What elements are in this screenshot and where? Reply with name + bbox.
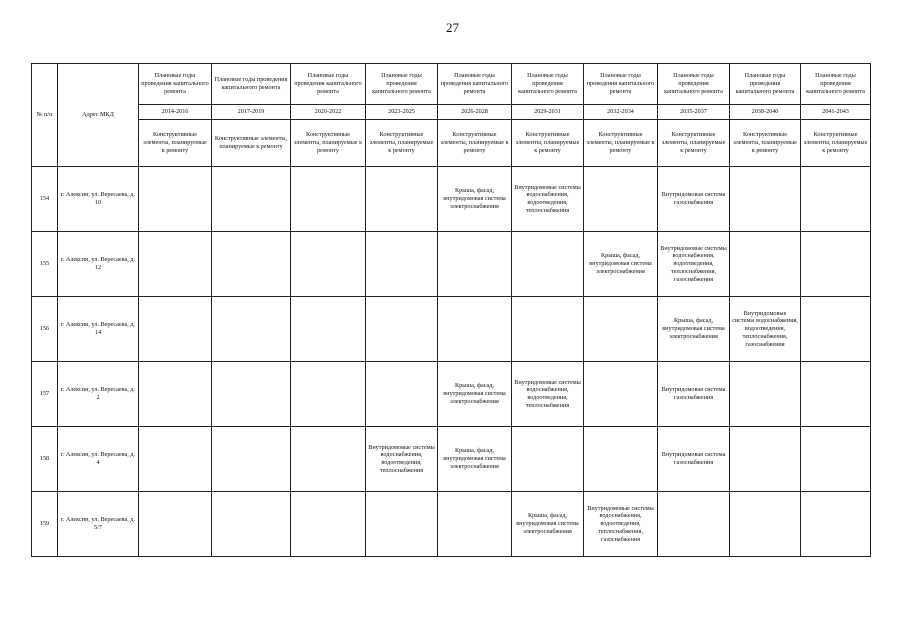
repair-elements-cell: Внутридомовые системы водоснабжения, водоотведения, теплоснабжения: [512, 362, 584, 427]
header-num: № п/п: [32, 64, 58, 167]
header-years: 2014-2016: [139, 105, 212, 120]
header-elements: Конструктивные элементы, планируемые к ремонту: [438, 120, 512, 167]
header-elements: Конструктивные элементы, планируемые к ремонту: [658, 120, 730, 167]
repair-elements-cell: Крыша, фасад, внутридомовая система электроснабжения: [438, 427, 512, 492]
header-period-title: Плановые годы проведения капитального ремонта: [139, 64, 212, 105]
header-address: Адрес МКД: [58, 64, 139, 167]
header-years: 2026-2028: [438, 105, 512, 120]
header-years: 2020-2022: [291, 105, 366, 120]
header-period-title: Плановые годы проведения капитального ремонта: [212, 64, 291, 105]
repair-elements-cell: [801, 167, 871, 232]
row-number: 154: [32, 167, 58, 232]
header-elements: Конструктивные элементы, планируемые к ремонту: [139, 120, 212, 167]
repair-elements-cell: Внутридомовые системы водоснабжения, водоотведения, теплоснабжения, газоснабжения: [584, 492, 658, 557]
repair-elements-cell: [730, 427, 801, 492]
repair-elements-cell: Внутридомовые системы водоснабжения, водоотведения, теплоснабжения, газоснабжения: [658, 232, 730, 297]
repair-elements-cell: Крыша, фасад, внутридомовая система электроснабжения: [658, 297, 730, 362]
repair-elements-cell: [512, 427, 584, 492]
header-period-title: Плановые годы проведения капитального ремонта: [658, 64, 730, 105]
header-period-title: Плановые годы проведения капитального ремонта: [801, 64, 871, 105]
header-years: 2029-2031: [512, 105, 584, 120]
repair-elements-cell: Крыша, фасад, внутридомовая система электроснабжения: [438, 167, 512, 232]
table-row: [32, 167, 871, 232]
repair-elements-cell: [139, 362, 212, 427]
header-row-years: [32, 105, 871, 120]
table-row: [32, 492, 871, 557]
row-number: 157: [32, 362, 58, 427]
repair-elements-cell: Внутридомовая система газоснабжения: [658, 362, 730, 427]
capital-repair-table: [31, 63, 871, 557]
repair-elements-cell: [291, 297, 366, 362]
header-period-title: Плановые годы проведения капитального ремонта: [584, 64, 658, 105]
repair-elements-cell: [512, 232, 584, 297]
row-address: г. Алексин, ул. Вересаева, д. 2: [58, 362, 139, 427]
table-row: [32, 232, 871, 297]
header-years: 2017-2019: [212, 105, 291, 120]
header-years: 2038-2040: [730, 105, 801, 120]
header-row-titles: [32, 64, 871, 105]
repair-elements-cell: Внутридомовая система газоснабжения: [658, 167, 730, 232]
repair-elements-cell: [801, 232, 871, 297]
repair-elements-cell: [438, 492, 512, 557]
repair-elements-cell: [730, 167, 801, 232]
repair-elements-cell: [139, 232, 212, 297]
row-number: 159: [32, 492, 58, 557]
table-row: [32, 297, 871, 362]
repair-elements-cell: [366, 232, 438, 297]
repair-elements-cell: [584, 167, 658, 232]
repair-elements-cell: [291, 427, 366, 492]
header-period-title: Плановые годы проведения капитального ремонта: [291, 64, 366, 105]
repair-elements-cell: [366, 492, 438, 557]
repair-elements-cell: [139, 297, 212, 362]
header-period-title: Плановые годы проведения капитального ремонта: [438, 64, 512, 105]
row-address: г. Алексин, ул. Вересаева, д. 5/7: [58, 492, 139, 557]
row-number: 158: [32, 427, 58, 492]
repair-elements-cell: Внутридомовая система газоснабжения: [658, 427, 730, 492]
row-number: 156: [32, 297, 58, 362]
repair-elements-cell: [291, 492, 366, 557]
repair-elements-cell: [730, 362, 801, 427]
repair-elements-cell: Внутридомовые системы водоснабжения, водоотведения, теплоснабжения, газоснабжения: [730, 297, 801, 362]
repair-elements-cell: [366, 297, 438, 362]
row-address: г. Алексин, ул. Вересаева, д. 12: [58, 232, 139, 297]
repair-elements-cell: [212, 362, 291, 427]
header-years: 2032-2034: [584, 105, 658, 120]
repair-elements-cell: [730, 492, 801, 557]
repair-elements-cell: [801, 492, 871, 557]
row-address: г. Алексин, ул. Вересаева, д. 10: [58, 167, 139, 232]
repair-elements-cell: Крыша, фасад, внутридомовая система электроснабжения: [584, 232, 658, 297]
header-years: 2041-2043: [801, 105, 871, 120]
repair-elements-cell: Крыша, фасад, внутридомовая система электроснабжения: [512, 492, 584, 557]
repair-elements-cell: [212, 232, 291, 297]
repair-elements-cell: [584, 427, 658, 492]
repair-elements-cell: [584, 297, 658, 362]
repair-elements-cell: [366, 167, 438, 232]
repair-elements-cell: Внутридомовые системы водоснабжения, водоотведения, теплоснабжения: [512, 167, 584, 232]
repair-elements-cell: [801, 297, 871, 362]
repair-elements-cell: [212, 167, 291, 232]
repair-elements-cell: [212, 492, 291, 557]
row-number: 155: [32, 232, 58, 297]
header-elements: Конструктивные элементы, планируемые к ремонту: [730, 120, 801, 167]
repair-elements-cell: [291, 232, 366, 297]
header-elements: Конструктивные элементы, планируемые к ремонту: [584, 120, 658, 167]
header-row-elements: [32, 120, 871, 167]
header-elements: Конструктивные элементы, планируемые к ремонту: [212, 120, 291, 167]
header-elements: Конструктивные элементы, планируемые к ремонту: [512, 120, 584, 167]
table-header: [32, 64, 871, 167]
header-years: 2023-2025: [366, 105, 438, 120]
repair-elements-cell: [801, 427, 871, 492]
repair-elements-cell: [512, 297, 584, 362]
header-period-title: Плановые годы проведения капитального ремонта: [366, 64, 438, 105]
header-period-title: Плановые годы проведения капитального ремонта: [730, 64, 801, 105]
repair-elements-cell: [212, 297, 291, 362]
repair-elements-cell: [139, 492, 212, 557]
table-row: [32, 427, 871, 492]
repair-elements-cell: [658, 492, 730, 557]
repair-elements-cell: Крыша, фасад, внутридомовая система электроснабжения: [438, 362, 512, 427]
header-period-title: Плановые годы проведения капитального ремонта: [512, 64, 584, 105]
repair-elements-cell: Внутридомовые системы водоснабжения, водоотведения, теплоснабжения: [366, 427, 438, 492]
repair-elements-cell: [438, 232, 512, 297]
row-address: г. Алексин, ул. Вересаева, д. 14: [58, 297, 139, 362]
repair-elements-cell: [139, 427, 212, 492]
repair-elements-cell: [438, 297, 512, 362]
repair-elements-cell: [366, 362, 438, 427]
header-elements: Конструктивные элементы, планируемые к ремонту: [801, 120, 871, 167]
repair-elements-cell: [291, 167, 366, 232]
page-number: 27: [446, 20, 459, 35]
repair-elements-cell: [139, 167, 212, 232]
row-address: г. Алексин, ул. Вересаева, д. 4: [58, 427, 139, 492]
repair-elements-cell: [291, 362, 366, 427]
header-elements: Конструктивные элементы, планируемые к ремонту: [366, 120, 438, 167]
header-years: 2035-2037: [658, 105, 730, 120]
repair-elements-cell: [801, 362, 871, 427]
header-elements: Конструктивные элементы, планируемые к ремонту: [291, 120, 366, 167]
table-row: [32, 362, 871, 427]
table-body: [32, 167, 871, 557]
repair-elements-cell: [730, 232, 801, 297]
repair-elements-cell: [584, 362, 658, 427]
repair-elements-cell: [212, 427, 291, 492]
